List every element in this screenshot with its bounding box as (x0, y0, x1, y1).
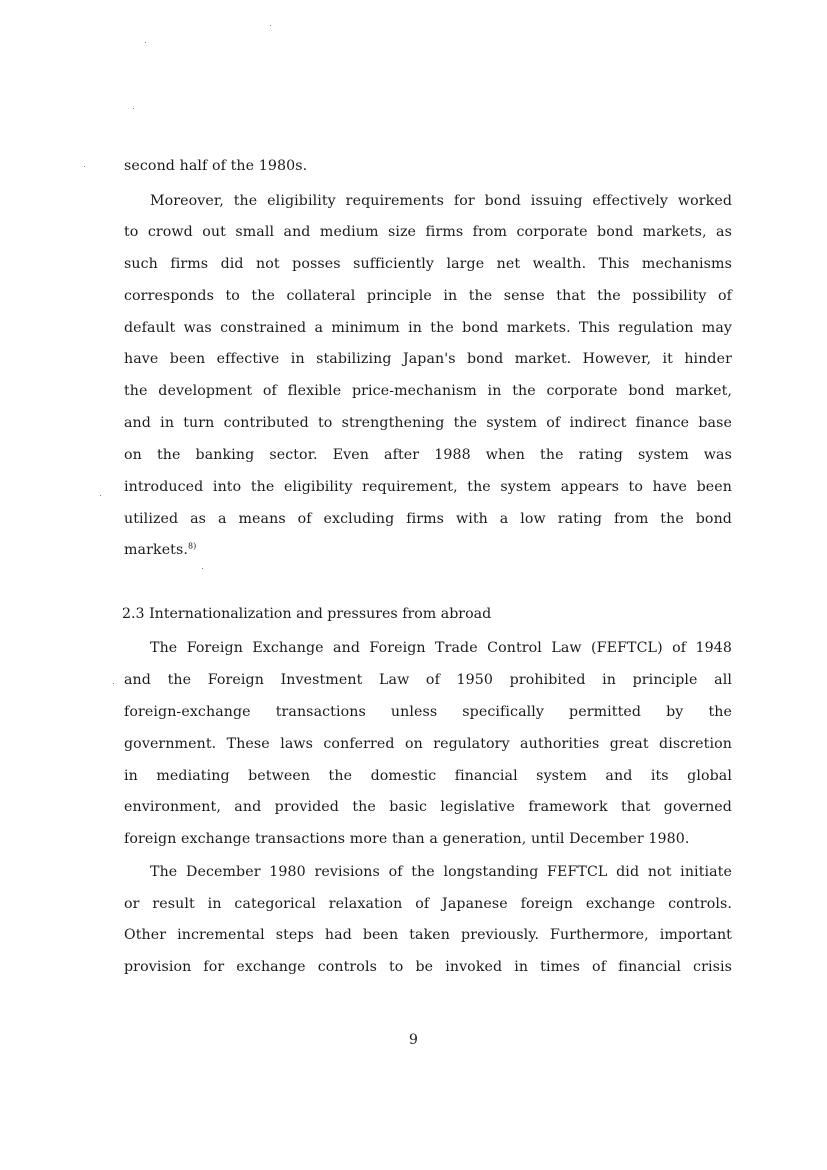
text-line: in mediating between the domestic financial system and its global (124, 768, 732, 784)
scan-speck (100, 495, 101, 496)
section-heading: 2.3 Internationalization and pressures from abroad (122, 606, 492, 622)
text-line: foreign-exchange transactions unless specifically permitted by the (124, 704, 732, 720)
text-line: utilized as a means of excluding firms with a low rating from the bond (124, 511, 732, 527)
text-line: introduced into the eligibility requirement, the system appears to have been (124, 479, 732, 495)
scan-speck (202, 568, 203, 569)
footnote-marker: 8) (187, 541, 197, 551)
text-line: and in turn contributed to strengthening the system of indirect finance base (124, 415, 732, 431)
text-line: or result in categorical relaxation of Japanese foreign exchange controls. (124, 896, 732, 912)
text-line: corresponds to the collateral principle in the sense that the possibility of (124, 288, 732, 304)
text-line: to crowd out small and medium size firms from corporate bond markets, as (124, 224, 732, 240)
scan-speck (84, 166, 85, 167)
text-line: Other incremental steps had been taken previously. Furthermore, important (124, 927, 732, 943)
text-line: default was constrained a minimum in the bond markets. This regulation may (124, 320, 732, 336)
text-line: and the Foreign Investment Law of 1950 prohibited in principle all (124, 672, 732, 688)
text-line: provision for exchange controls to be invoked in times of financial crisis (124, 959, 732, 975)
text-line: such firms did not posses sufficiently large net wealth. This mechanisms (124, 256, 732, 272)
text-line-last (124, 540, 732, 560)
scan-speck (133, 108, 134, 109)
text-line: have been effective in stabilizing Japan's bond market. However, it hinder (124, 351, 732, 367)
text-line: the development of flexible price-mechanism in the corporate bond market, (124, 383, 732, 399)
text-line: second half of the 1980s. (124, 158, 308, 174)
text-line: government. These laws conferred on regulatory authorities great discretion (124, 736, 732, 752)
scan-speck (270, 25, 271, 26)
text-line: The Foreign Exchange and Foreign Trade Control Law (FEFTCL) of 1948 (150, 640, 732, 656)
text-line: foreign exchange transactions more than a generation, until December 1980. (124, 831, 690, 847)
text-line: The December 1980 revisions of the longstanding FEFTCL did not initiate (150, 864, 732, 880)
page-number: 9 (409, 1032, 418, 1048)
scan-speck (113, 683, 114, 684)
text-line-content: markets. (124, 542, 188, 558)
text-line: on the banking sector. Even after 1988 when the rating system was (124, 447, 732, 463)
text-line: environment, and provided the basic legislative framework that governed (124, 799, 732, 815)
scan-speck (145, 42, 146, 43)
text-line: Moreover, the eligibility requirements for bond issuing effectively worked (150, 193, 732, 209)
